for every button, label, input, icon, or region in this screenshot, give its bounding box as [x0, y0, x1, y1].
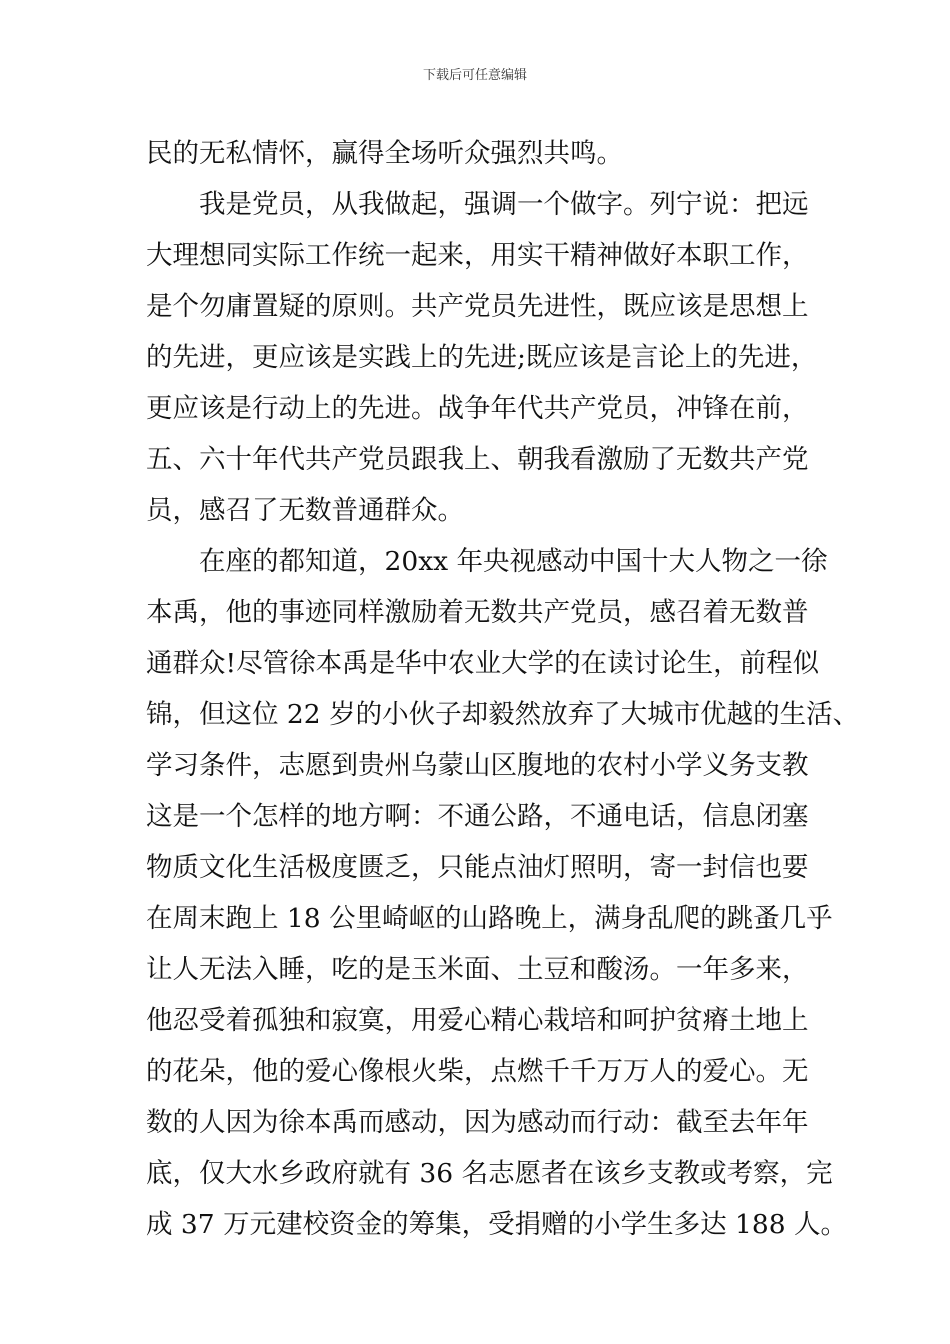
text-line: 通群众!尽管徐本禹是华中农业大学的在读讨论生，前程似	[146, 648, 820, 679]
text-line: 的先进，更应该是实践上的先进;既应该是言论上的先进，	[146, 342, 818, 373]
text-line: 底，仅大水乡政府就有 36 名志愿者在该乡支教或考察，完	[146, 1158, 833, 1189]
text-line: 员，感召了无数普通群众。	[146, 495, 464, 526]
text-line: 这是一个怎样的地方啊：不通公路，不通电话，信息闭塞	[146, 801, 809, 832]
text-line: 成 37 万元建校资金的筹集，受捐赠的小学生多达 188 人。	[146, 1209, 847, 1240]
text-line: 的花朵，他的爱心像根火柴，点燃千千万万人的爱心。无	[146, 1056, 809, 1087]
page-header: 下载后可任意编辑	[422, 68, 527, 83]
text-line: 学习条件，志愿到贵州乌蒙山区腹地的农村小学义务支教	[146, 750, 809, 781]
text-line: 五、六十年代共产党员跟我上、朝我看激励了无数共产党	[146, 444, 809, 475]
text-line: 在座的都知道，20xx 年央视感动中国十大人物之一徐	[199, 546, 828, 577]
text-line: 大理想同实际工作统一起来，用实干精神做好本职工作，	[146, 240, 809, 271]
text-line: 锦，但这位 22 岁的小伙子却毅然放弃了大城市优越的生活、	[146, 699, 860, 730]
text-line: 民的无私情怀，赢得全场听众强烈共鸣。	[146, 138, 623, 169]
text-line: 更应该是行动上的先进。战争年代共产党员，冲锋在前，	[146, 393, 809, 424]
text-line: 是个勿庸置疑的原则。共产党员先进性，既应该是思想上	[146, 291, 809, 322]
text-line: 物质文化生活极度匮乏，只能点油灯照明，寄一封信也要	[146, 852, 809, 883]
text-line: 本禹，他的事迹同样激励着无数共产党员，感召着无数普	[146, 597, 809, 628]
text-line: 在周末跑上 18 公里崎岖的山路晚上，满身乱爬的跳蚤几乎	[146, 903, 833, 934]
text-line: 数的人因为徐本禹而感动，因为感动而行动：截至去年年	[146, 1107, 809, 1138]
text-line: 他忍受着孤独和寂寞，用爱心精心栽培和呵护贫瘠土地上	[146, 1005, 809, 1036]
text-line: 我是党员，从我做起，强调一个做字。列宁说：把远	[199, 189, 809, 220]
text-line: 让人无法入睡，吃的是玉米面、土豆和酸汤。一年多来，	[146, 954, 809, 985]
document-body	[146, 128, 860, 1250]
